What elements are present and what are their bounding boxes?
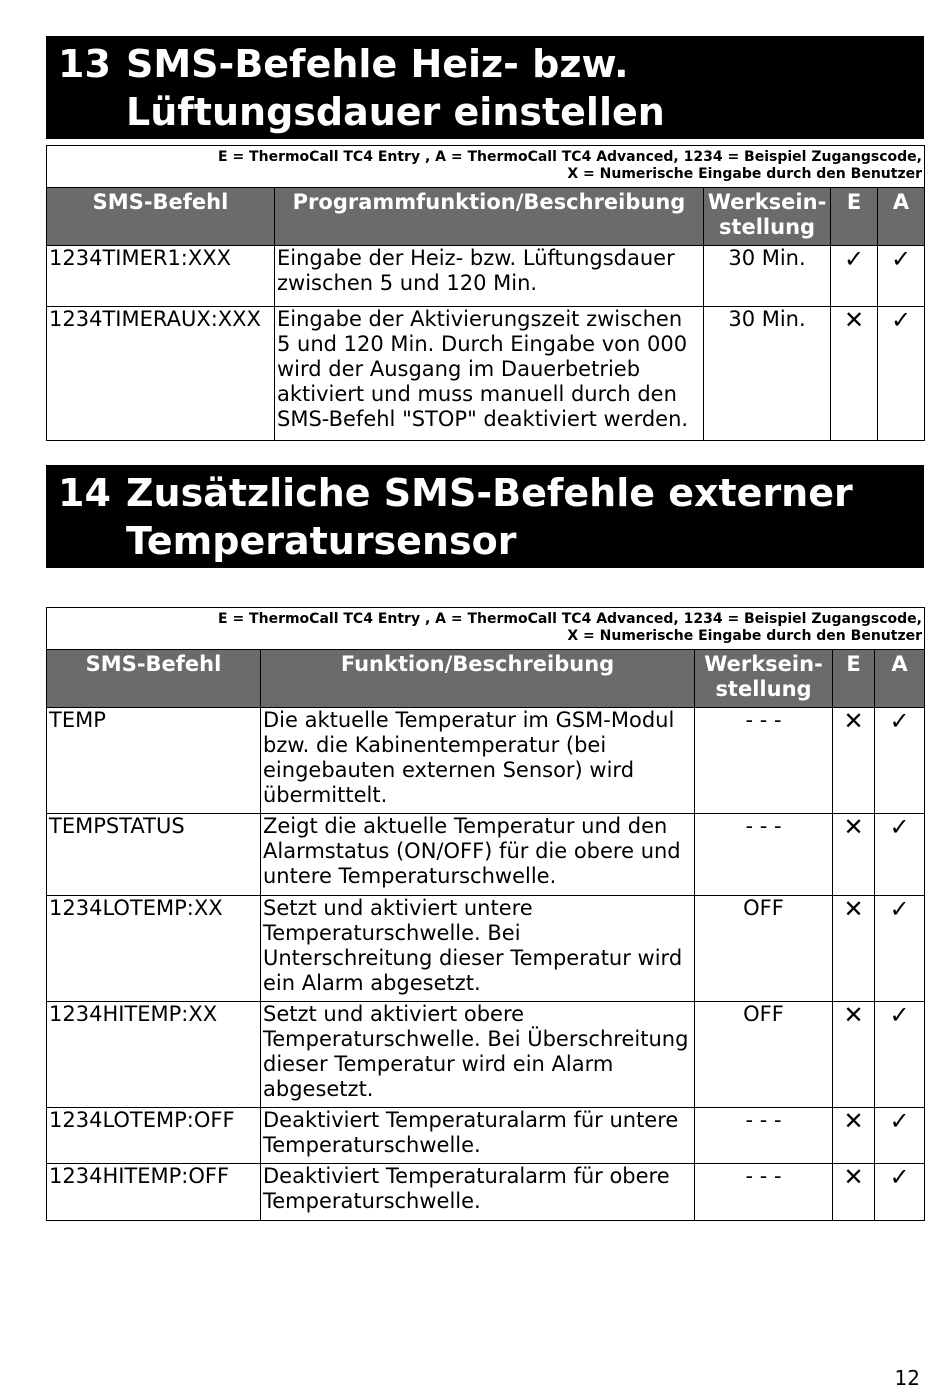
cross-icon: ✕: [833, 1164, 875, 1221]
section-13-number: 13: [58, 42, 111, 86]
cross-icon: ✕: [831, 307, 878, 441]
section-13-header: [46, 36, 924, 139]
header-default: Werksein-stellung: [704, 188, 831, 246]
check-icon: ✓: [831, 246, 878, 307]
command-cell: TEMPSTATUS: [47, 814, 261, 896]
default-cell: - - -: [695, 1164, 833, 1221]
header-a: A: [875, 650, 925, 708]
header-description: Programmfunktion/Beschreibung: [275, 188, 704, 246]
section-14-number: 14: [58, 471, 111, 515]
default-cell: - - -: [695, 1108, 833, 1164]
section-13-title: SMS-Befehle Heiz- bzw. Lüftungsdauer einstellen: [126, 42, 665, 134]
check-icon: ✓: [875, 708, 925, 814]
header-e: E: [833, 650, 875, 708]
legend-line-2: X = Numerische Eingabe durch den Benutzer: [567, 628, 922, 644]
header-row: [47, 650, 925, 708]
check-icon: ✓: [875, 1164, 925, 1221]
header-row: [47, 188, 925, 246]
section-14-title: Zusätzliche SMS-Befehle externer Temperatursensor: [126, 471, 853, 563]
default-cell: OFF: [695, 1002, 833, 1108]
table-row: [47, 708, 925, 814]
default-cell: - - -: [695, 708, 833, 814]
command-cell: 1234HITEMP:XX: [47, 1002, 261, 1108]
section-14-header: [46, 465, 924, 568]
table-row: [47, 896, 925, 1002]
description-cell: Deaktiviert Temperaturalarm für obere Temperaturschwelle.: [261, 1164, 695, 1221]
table-row: [47, 1002, 925, 1108]
table-row: [47, 246, 925, 307]
table-row: [47, 1164, 925, 1221]
cross-icon: ✕: [833, 708, 875, 814]
check-icon: ✓: [878, 246, 925, 307]
legend-row: [47, 146, 925, 188]
header-command: SMS-Befehl: [47, 188, 275, 246]
legend-line-1: E = ThermoCall TC4 Entry , A = ThermoCall TC4 Advanced, 1234 = Beispiel Zugangscode,: [218, 611, 922, 627]
legend-cell: [47, 608, 925, 650]
command-cell: 1234LOTEMP:XX: [47, 896, 261, 1002]
default-cell: 30 Min.: [704, 307, 831, 441]
header-description: Funktion/Beschreibung: [261, 650, 695, 708]
description-cell: Zeigt die aktuelle Temperatur und den Alarmstatus (ON/OFF) für die obere und untere Temperaturschwelle.: [261, 814, 695, 896]
header-command: SMS-Befehl: [47, 650, 261, 708]
check-icon: ✓: [878, 307, 925, 441]
description-cell: Eingabe der Aktivierungszeit zwischen 5 und 120 Min. Durch Eingabe von 000 wird der Ausgang im Dauerbetrieb aktiviert und muss manuell durch den SMS-Befehl "STOP" deaktiviert werden.: [275, 307, 704, 441]
check-icon: ✓: [875, 1002, 925, 1108]
default-cell: OFF: [695, 896, 833, 1002]
legend-row: [47, 608, 925, 650]
check-icon: ✓: [875, 1108, 925, 1164]
table-row: [47, 1108, 925, 1164]
description-cell: Eingabe der Heiz- bzw. Lüftungsdauer zwischen 5 und 120 Min.: [275, 246, 704, 307]
default-cell: - - -: [695, 814, 833, 896]
legend-line-1: E = ThermoCall TC4 Entry , A = ThermoCall TC4 Advanced, 1234 = Beispiel Zugangscode,: [218, 149, 922, 165]
check-icon: ✓: [875, 896, 925, 1002]
command-cell: 1234TIMER1:XXX: [47, 246, 275, 307]
table-row: [47, 307, 925, 441]
legend-line-2: X = Numerische Eingabe durch den Benutzer: [567, 166, 922, 182]
cross-icon: ✕: [833, 896, 875, 1002]
default-cell: 30 Min.: [704, 246, 831, 307]
description-cell: Deaktiviert Temperaturalarm für untere Temperaturschwelle.: [261, 1108, 695, 1164]
description-cell: Die aktuelle Temperatur im GSM-Modul bzw. die Kabinentemperatur (bei eingebauten externen Sensor) wird übermittelt.: [261, 708, 695, 814]
check-icon: ✓: [875, 814, 925, 896]
description-cell: Setzt und aktiviert untere Temperaturschwelle. Bei Unterschreitung dieser Temperatur wird ein Alarm abgesetzt.: [261, 896, 695, 1002]
cross-icon: ✕: [833, 814, 875, 896]
page-number: 12: [894, 1366, 920, 1390]
command-cell: 1234LOTEMP:OFF: [47, 1108, 261, 1164]
table-row: [47, 814, 925, 896]
legend-cell: [47, 146, 925, 188]
command-cell: 1234HITEMP:OFF: [47, 1164, 261, 1221]
cross-icon: ✕: [833, 1002, 875, 1108]
command-cell: 1234TIMERAUX:XXX: [47, 307, 275, 441]
header-a: A: [878, 188, 925, 246]
header-default: Werksein-stellung: [695, 650, 833, 708]
description-cell: Setzt und aktiviert obere Temperaturschwelle. Bei Überschreitung dieser Temperatur wird ein Alarm abgesetzt.: [261, 1002, 695, 1108]
cross-icon: ✕: [833, 1108, 875, 1164]
section-13-table: [46, 145, 925, 441]
command-cell: TEMP: [47, 708, 261, 814]
section-14-table: [46, 607, 925, 1221]
header-e: E: [831, 188, 878, 246]
